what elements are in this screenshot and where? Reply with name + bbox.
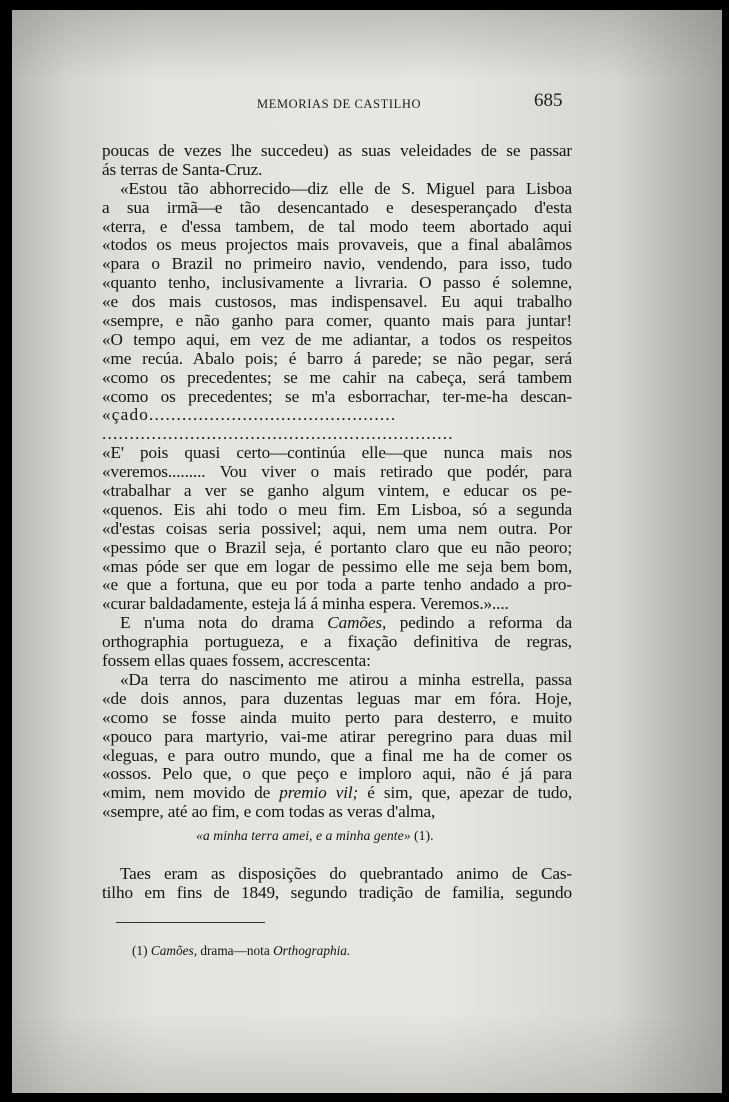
text-line: «terra, e d'essa tambem, de tal modo teem abortado aqui: [102, 216, 572, 236]
text-line: ás terras de Santa-Cruz.: [102, 159, 263, 179]
text-line: «quenos. Eis ahi todo o meu fim. Em Lisboa, só a segunda: [102, 499, 572, 519]
footnote-text: drama—nota: [197, 943, 274, 958]
text-line: «E' pois quasi certo—continúa elle—que nunca mais nos: [102, 443, 572, 463]
book-page: [12, 10, 722, 1093]
verse-quote: [196, 828, 434, 844]
text-line: «como os precedentes; se me cahir na cabeça, será tambem: [102, 367, 572, 387]
text-line: «sempre, até ao fim, e com todas as veras d'alma,: [102, 802, 436, 822]
text-line: «trabalhar a ver se ganho algum vintem, e educar os pe-: [102, 481, 572, 501]
text-line: fossem ellas quaes fossem, accrescenta:: [102, 651, 371, 671]
footnote-title: Camões,: [150, 943, 198, 958]
text-line: Taes eram as disposições do quebrantado animo de Cas-: [120, 864, 572, 883]
text-line: «veremos......... Vou viver o mais retirado que podér, para: [102, 462, 572, 482]
text-line: «sempre, e não ganho para comer, quanto mais para juntar!: [102, 311, 572, 331]
text-line: «quanto tenho, inclusivamente a livraria. O passo é solemne,: [102, 273, 572, 293]
text-run: é sim, que, apezar de tudo,: [358, 783, 572, 803]
text-line: «para o Brazil no primeiro navio, vendendo, para isso, tudo: [102, 254, 572, 274]
closing-paragraph: [102, 865, 572, 903]
main-text: [102, 142, 572, 822]
text-line: «d'estas coisas seria possivel; aqui, nem uma nem outra. Por: [102, 518, 572, 538]
text-line: «curar baldadamente, esteja lá á minha espera. Veremos.»....: [102, 594, 509, 614]
ellipsis-line: ................................................................: [102, 425, 454, 444]
text-line: [102, 784, 572, 803]
footnote-term: Orthographia.: [273, 943, 351, 958]
text-line: «de dois annos, para duzentas leguas mar em fóra. Hoje,: [102, 688, 572, 708]
text-line: «Da terra do nascimento me atirou a minha estrella, passa: [120, 669, 572, 689]
running-head: MEMORIAS DE CASTILHO: [257, 97, 422, 111]
text-run: «mim, nem movido de: [102, 783, 280, 803]
text-line: «me recúa. Abalo pois; é barro á parede; se não pegar, será: [102, 348, 572, 368]
text-line: «ossos. Pelo que, o que peço e imploro aqui, não é já para: [102, 764, 572, 784]
text-line: tilho em fins de 1849, segundo tradição de familia, segundo: [102, 882, 572, 902]
text-line-ellipsis: «çado.............................................: [102, 406, 397, 425]
footnote-divider: [116, 922, 265, 923]
text-line: «mas póde ser que em logar de pessimo elle me seja bem bom,: [102, 556, 572, 576]
text-line: «todos os meus projectos mais provaveis, que a final abalâmos: [102, 235, 572, 255]
work-title: Camões,: [327, 613, 387, 633]
text-line: «O tempo aqui, em vez de me adiantar, a todos os respeitos: [102, 329, 572, 349]
text-line: «como se fosse ainda muito perto para desterro, e muito: [102, 707, 572, 727]
verse-text: «a minha terra amei, e a minha gente»: [196, 828, 411, 843]
text-line: «pouco para martyrio, vai-me atirar peregrino para duas mil: [102, 726, 572, 746]
text-line: poucas de vezes lhe succedeu) as suas veleidades de se passar: [102, 141, 572, 160]
emphasis: premio vil;: [279, 783, 359, 803]
text-line: «e que a fortuna, que eu por toda a parte tenho andado a pro-: [102, 575, 572, 595]
footnote-reference: (1).: [410, 828, 434, 843]
text-run: pedindo a reforma da: [386, 613, 572, 633]
text-line: «pessimo que o Brazil seja, é portanto claro que eu não peoro;: [102, 537, 572, 557]
text-line: [102, 614, 572, 633]
text-line: orthographia portugueza, e a fixação definitiva de regras,: [102, 632, 572, 652]
text-line: a sua irmã—e tão desencantado e desesperançado d'esta: [102, 197, 572, 217]
text-line: «e dos mais custosos, mas indispensavel. Eu aqui trabalho: [102, 292, 572, 312]
text-line: «leguas, e para outro mundo, que a final me ha de comer os: [102, 745, 572, 765]
text-run: E n'uma nota do drama: [120, 613, 328, 633]
footnote: [132, 943, 350, 959]
text-line: «como os precedentes; se m'a esborrachar, ter-me-ha descan-: [102, 386, 572, 406]
footnote-marker: (1): [132, 943, 151, 958]
page-number: 685: [534, 90, 563, 111]
text-line: «Estou tão abhorrecido—diz elle de S. Miguel para Lisboa: [120, 178, 572, 198]
